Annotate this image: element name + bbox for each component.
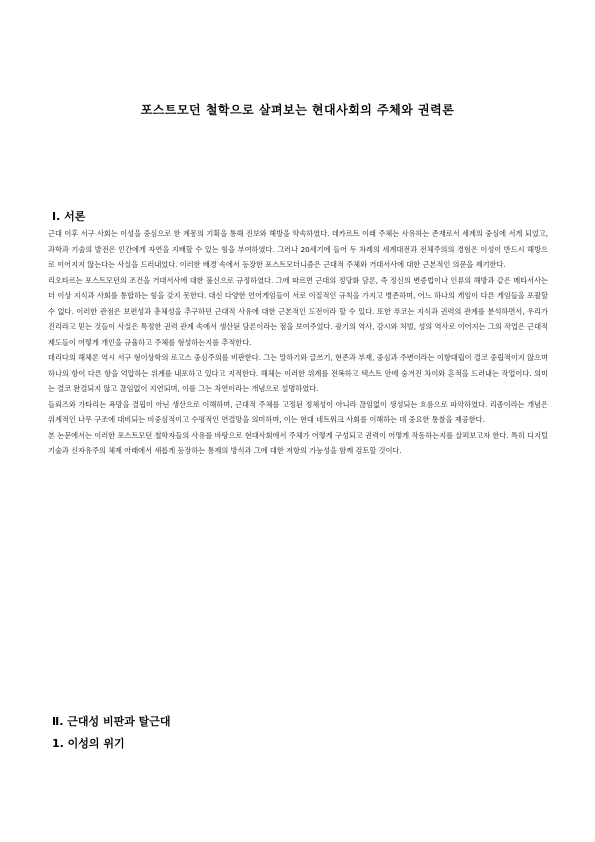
body-paragraph: 근대 이후 서구 사회는 이성을 중심으로 한 계몽의 기획을 통해 진보와 해방을 약속하였다. 데카르트 이래 주체는 사유하는 존재로서 세계의 중심에 서게 되었고, 과학과 기술의 발전은 인간에게 자연을 지배할 수 있는 힘을 부여하였다. 그러나 20세기에 들어 두 차례의 세계대전과 전체주의의 경험은 이성이 반드시 해방으로 이어지지 않는다는 사실을 드러내었다. 이러한 배경 속에서 등장한 포스트모더니즘은 근대적 주체와 거대서사에 대한 근본적인 의문을 제기한다. (48, 229, 548, 269)
document-body (48, 226, 548, 459)
document-title: 포스트모던 철학으로 살펴보는 현대사회의 주체와 권력론 (140, 103, 455, 117)
subsection-heading-reason: 1. 이성의 위기 (52, 737, 125, 750)
body-paragraph: 리오타르는 포스트모던의 조건을 거대서사에 대한 불신으로 규정하였다. 그에 따르면 근대의 정당화 담론, 즉 정신의 변증법이나 인류의 해방과 같은 메타서사는 더 이상 지식과 사회를 통합하는 힘을 갖지 못한다. 대신 다양한 언어게임들이 서로 이질적인 규칙을 가지고 병존하며, 어느 하나의 게임이 다른 게임들을 포괄할 수 없다. 이러한 관점은 보편성과 총체성을 추구하던 근대적 사유에 대한 근본적인 도전이라 할 수 있다. 또한 푸코는 지식과 권력의 관계를 분석하면서, 우리가 진리라고 믿는 것들이 사실은 특정한 권력 관계 속에서 생산된 담론이라는 점을 보여주었다. 광기의 역사, 감시와 처벌, 성의 역사로 이어지는 그의 작업은 근대적 제도들이 어떻게 개인을 규율하고 주체를 형성하는지를 추적한다. (48, 275, 548, 347)
body-paragraph: 들뢰즈와 가타리는 욕망을 결핍이 아닌 생산으로 이해하며, 근대적 주체를 고정된 정체성이 아니라 끊임없이 생성되는 흐름으로 파악하였다. 리좀이라는 개념은 위계적인 나무 구조에 대비되는 비중심적이고 수평적인 연결망을 의미하며, 이는 현대 네트워크 사회를 이해하는 데 중요한 통찰을 제공한다. (48, 399, 548, 424)
section-heading-introduction: Ⅰ. 서론 (52, 210, 86, 223)
section-heading-critique: Ⅱ. 근대성 비판과 탈근대 (52, 715, 171, 728)
body-paragraph: 본 논문에서는 이러한 포스트모던 철학자들의 사유를 바탕으로 현대사회에서 주체가 어떻게 구성되고 권력이 어떻게 작동하는지를 살펴보고자 한다. 특히 디지털 기술과 신자유주의 체제 아래에서 새롭게 등장하는 통제의 방식과 그에 대한 저항의 가능성을 함께 검토할 것이다. (48, 430, 548, 455)
body-paragraph: 데리다의 해체론 역시 서구 형이상학의 로고스 중심주의를 비판한다. 그는 말하기와 글쓰기, 현존과 부재, 중심과 주변이라는 이항대립이 결코 중립적이지 않으며 하나의 항이 다른 항을 억압하는 위계를 내포하고 있다고 지적한다. 해체는 이러한 위계를 전복하고 텍스트 안에 숨겨진 차이와 흔적을 드러내는 작업이다. 의미는 결코 완결되지 않고 끊임없이 지연되며, 이를 그는 차연이라는 개념으로 설명하였다. (48, 353, 548, 393)
